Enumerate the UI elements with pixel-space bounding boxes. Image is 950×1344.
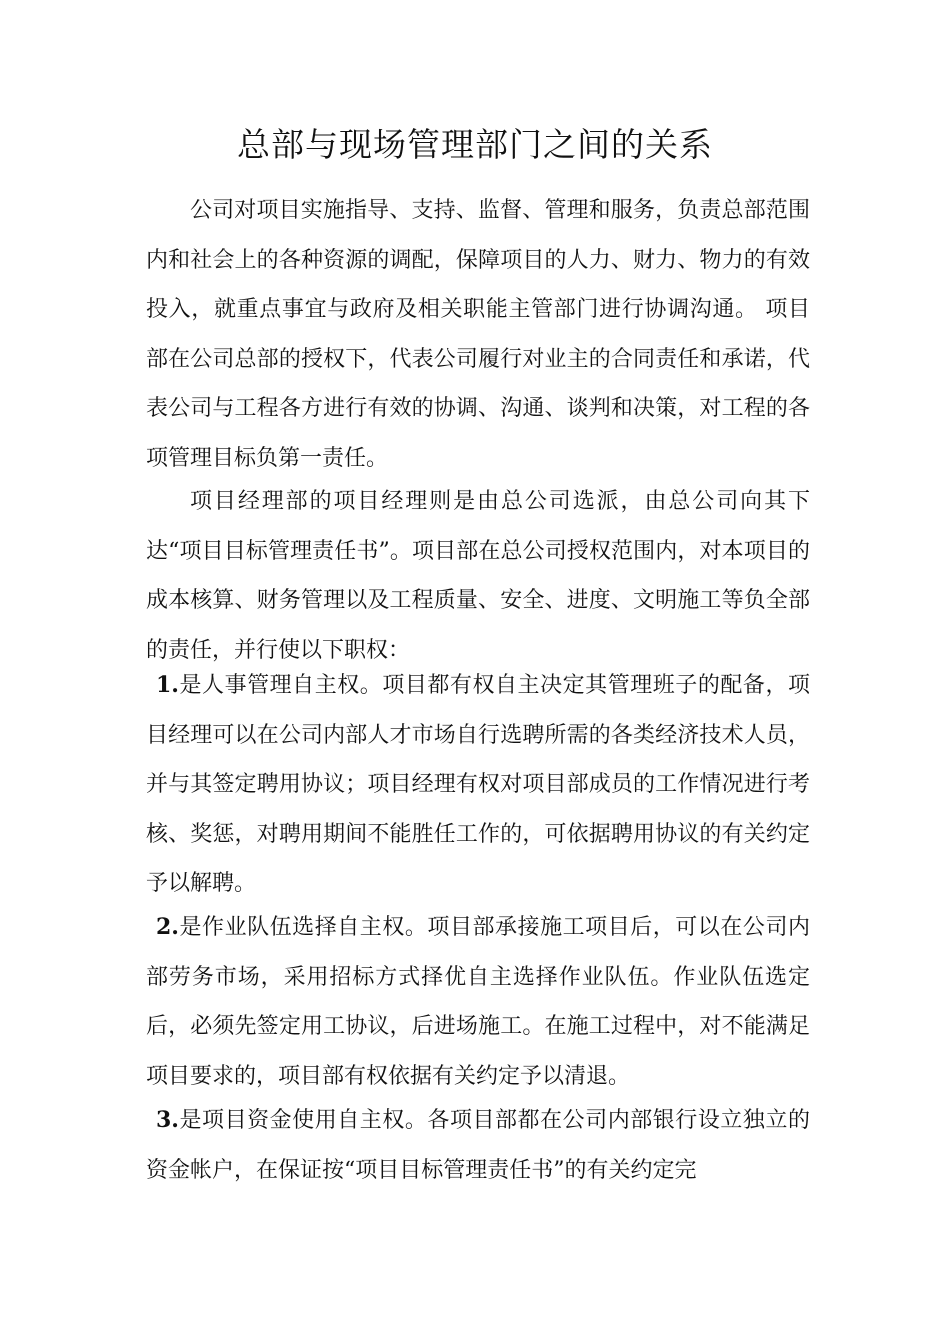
list-item-number: 3. [156,1107,179,1133]
document-title: 总部与现场管理部门之间的关系 [237,125,713,164]
list-item-number: 2. [156,914,179,940]
list-item-block [146,903,810,1101]
list-item [146,1096,810,1195]
list-item [146,903,810,1101]
list-item-number: 1. [156,672,179,698]
intro-paragraph: 公司对项目实施指导、支持、监督、管理和服务，负责总部范围内和社会上的各种资源的调配，保障项目的人力、财力、物力的有效投入，就重点事宜与政府及相关职能主管部门进行协调沟通。 项目部在公司总部的授权下，代表公司履行对业主的合同责任和承诺，代表公司与工程各方进行有效的协调、沟通、谈判和决策，对工程的各项管理目标负第一责任。 [146,198,810,471]
list-item-text: 是作业队伍选择自主权。项目部承接施工项目后，可以在公司内部劳务市场，采用招标方式择优自主选择作业队伍。作业队伍选定后，必须先签定用工协议，后进场施工。在施工过程中，对不能满足项目要求的，项目部有权依据有关约定予以清退。 [146,915,810,1089]
authority-paragraph-block [146,477,810,675]
list-item [146,661,810,909]
list-item-text: 是人事管理自主权。项目都有权自主决定其管理班子的配备，项目经理可以在公司内部人才市场自行选聘所需的各类经济技术人员，并与其签定聘用协议；项目经理有权对项目部成员的工作情况进行考核、奖惩，对聘用期间不能胜任工作的，可依据聘用协议的有关约定予以解聘。 [146,673,810,896]
list-item-block [146,661,810,909]
list-item-block [146,1096,810,1195]
list-item-text: 是项目资金使用自主权。各项目部都在公司内部银行设立独立的资金帐户，在保证按“项目目标管理责任书”的有关约定完 [146,1108,810,1183]
authority-paragraph: 项目经理部的项目经理则是由总公司选派，由总公司向其下达“项目目标管理责任书”。项目部在总公司授权范围内，对本项目的成本核算、财务管理以及工程质量、安全、进度、文明施工等负全部的责任，并行使以下职权： [146,489,810,663]
intro-paragraph-block [146,186,810,483]
